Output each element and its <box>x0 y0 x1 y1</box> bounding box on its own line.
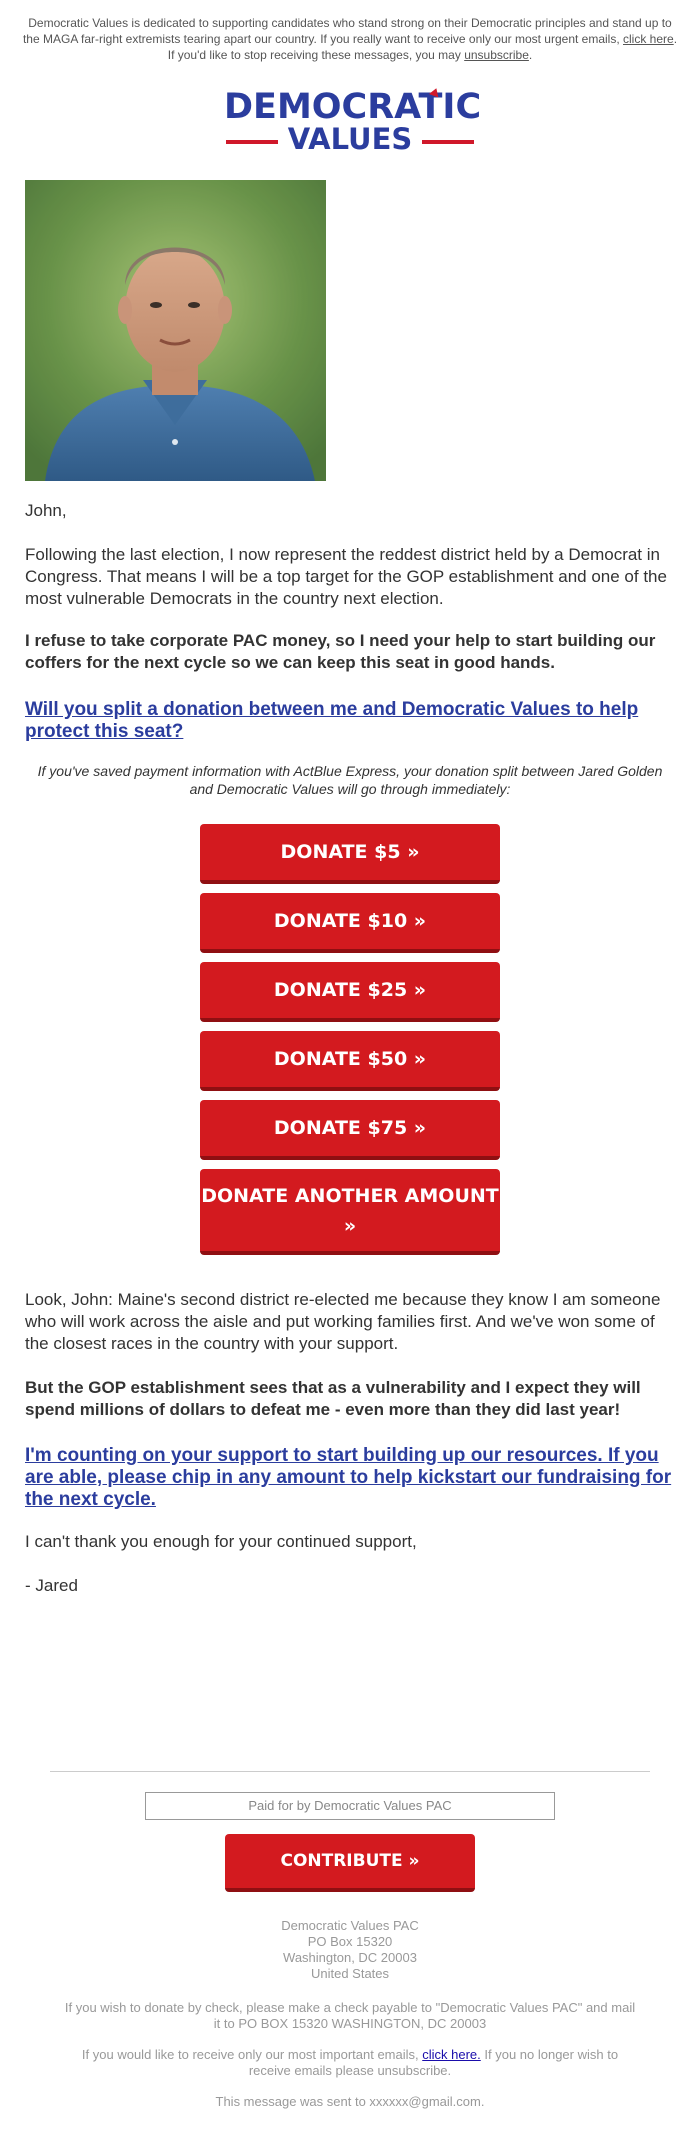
donate-50-label: DONATE $50 » <box>273 1048 427 1070</box>
email-pref-text-after: If you no longer wish to receive emails please unsubscribe. <box>248 2047 619 2078</box>
paid-for-disclaimer: Paid for by Democratic Values PAC <box>145 1792 555 1820</box>
click-here-link[interactable]: click here <box>623 32 674 46</box>
paragraph-gop: But the GOP establishment sees that as a vulnerability and I expect they will spend millions of dollars to defeat me - even more than they did last year! <box>25 1378 641 1419</box>
preheader <box>20 15 680 63</box>
signoff: - Jared <box>25 1576 78 1595</box>
democratic-values-logo <box>224 87 482 158</box>
preheader-text: Democratic Values is dedicated to supporting candidates who stand strong on their Democratic principles and stand up to the MAGA far-right extremists tearing apart our country. If you really want to receive only our most urgent emails, <box>22 16 672 46</box>
candidate-photo <box>25 180 326 481</box>
preheader-text-mid: . If you'd like to stop receiving these messages, you may <box>167 32 678 62</box>
paragraph-thanks: I can't thank you enough for your continued support, <box>25 1532 417 1551</box>
paragraph-pac-money: I refuse to take corporate PAC money, so I need your help to start building our coffers for the next cycle so we can keep this seat in good hands. <box>25 631 656 672</box>
donate-other-label: DONATE ANOTHER AMOUNT <box>201 1185 499 1207</box>
headline-split-donation[interactable] <box>25 699 675 743</box>
email-pref-text: If you would like to receive only our most important emails, <box>81 2047 423 2062</box>
donate-25-button[interactable] <box>200 962 500 1022</box>
donate-75-button[interactable] <box>200 1100 500 1160</box>
headline-split-donation-link[interactable]: Will you split a donation between me and Democratic Values to help protect this seat? <box>25 699 639 742</box>
donate-5-label: DONATE $5 » <box>280 841 420 863</box>
donate-other-arrow: » <box>343 1215 357 1237</box>
address-line-3: Washington, DC 20003 <box>283 1950 417 1965</box>
address-line-4: United States <box>310 1966 390 1981</box>
preheader-text-end: . <box>528 48 533 62</box>
headline-counting-link[interactable]: I'm counting on your support to start building up our resources. If you are able, please chip in any amount to help kickstart our fundraising for the next cycle. <box>25 1445 672 1510</box>
unsubscribe-link[interactable]: unsubscribe <box>464 48 529 62</box>
donate-75-label: DONATE $75 » <box>273 1117 427 1139</box>
address-line-1: Democratic Values PAC <box>281 1918 419 1933</box>
footer-address <box>60 1918 640 1982</box>
contribute-button[interactable]: CONTRIBUTE » <box>225 1834 475 1892</box>
donate-50-button[interactable] <box>200 1031 500 1091</box>
actblue-note: If you've saved payment information with ActBlue Express, your donation split between Jared Golden and Democratic Values will go through immediately: <box>37 763 663 797</box>
check-donation-note: If you wish to donate by check, please make a check payable to "Democratic Values PAC" and mail it to PO BOX 15320 WASHINGTON, DC 20003 <box>64 2000 636 2031</box>
headline-counting-on-you[interactable] <box>25 1445 675 1511</box>
sent-to-note: This message was sent to xxxxxx@gmail.com. <box>215 2094 485 2109</box>
logo-line2: VALUES <box>287 122 413 156</box>
donate-5-button[interactable] <box>200 824 500 884</box>
email-preferences-note <box>60 2047 640 2079</box>
email-pref-click-here-link[interactable]: click here. <box>422 2047 481 2062</box>
logo-bar-right <box>422 140 474 144</box>
paragraph-maine: Look, John: Maine's second district re-elected me because they know I am someone who will work across the aisle and put working families first. And we've won some of the closest races in the country with your support. <box>25 1290 661 1353</box>
paragraph-intro: Following the last election, I now represent the reddest district held by a Democrat in Congress. That means I will be a top target for the GOP establishment and one of the most vulnerable Democrats in the country next election. <box>25 545 667 608</box>
donate-10-label: DONATE $10 » <box>273 910 427 932</box>
donate-10-button[interactable] <box>200 893 500 953</box>
donate-25-label: DONATE $25 » <box>273 979 427 1001</box>
greeting: John, <box>25 501 67 520</box>
logo-line1: DEMOCRATIC <box>224 87 482 127</box>
footer-divider <box>50 1771 650 1772</box>
donate-other-amount-button[interactable] <box>200 1169 500 1255</box>
address-line-2: PO Box 15320 <box>307 1934 393 1949</box>
